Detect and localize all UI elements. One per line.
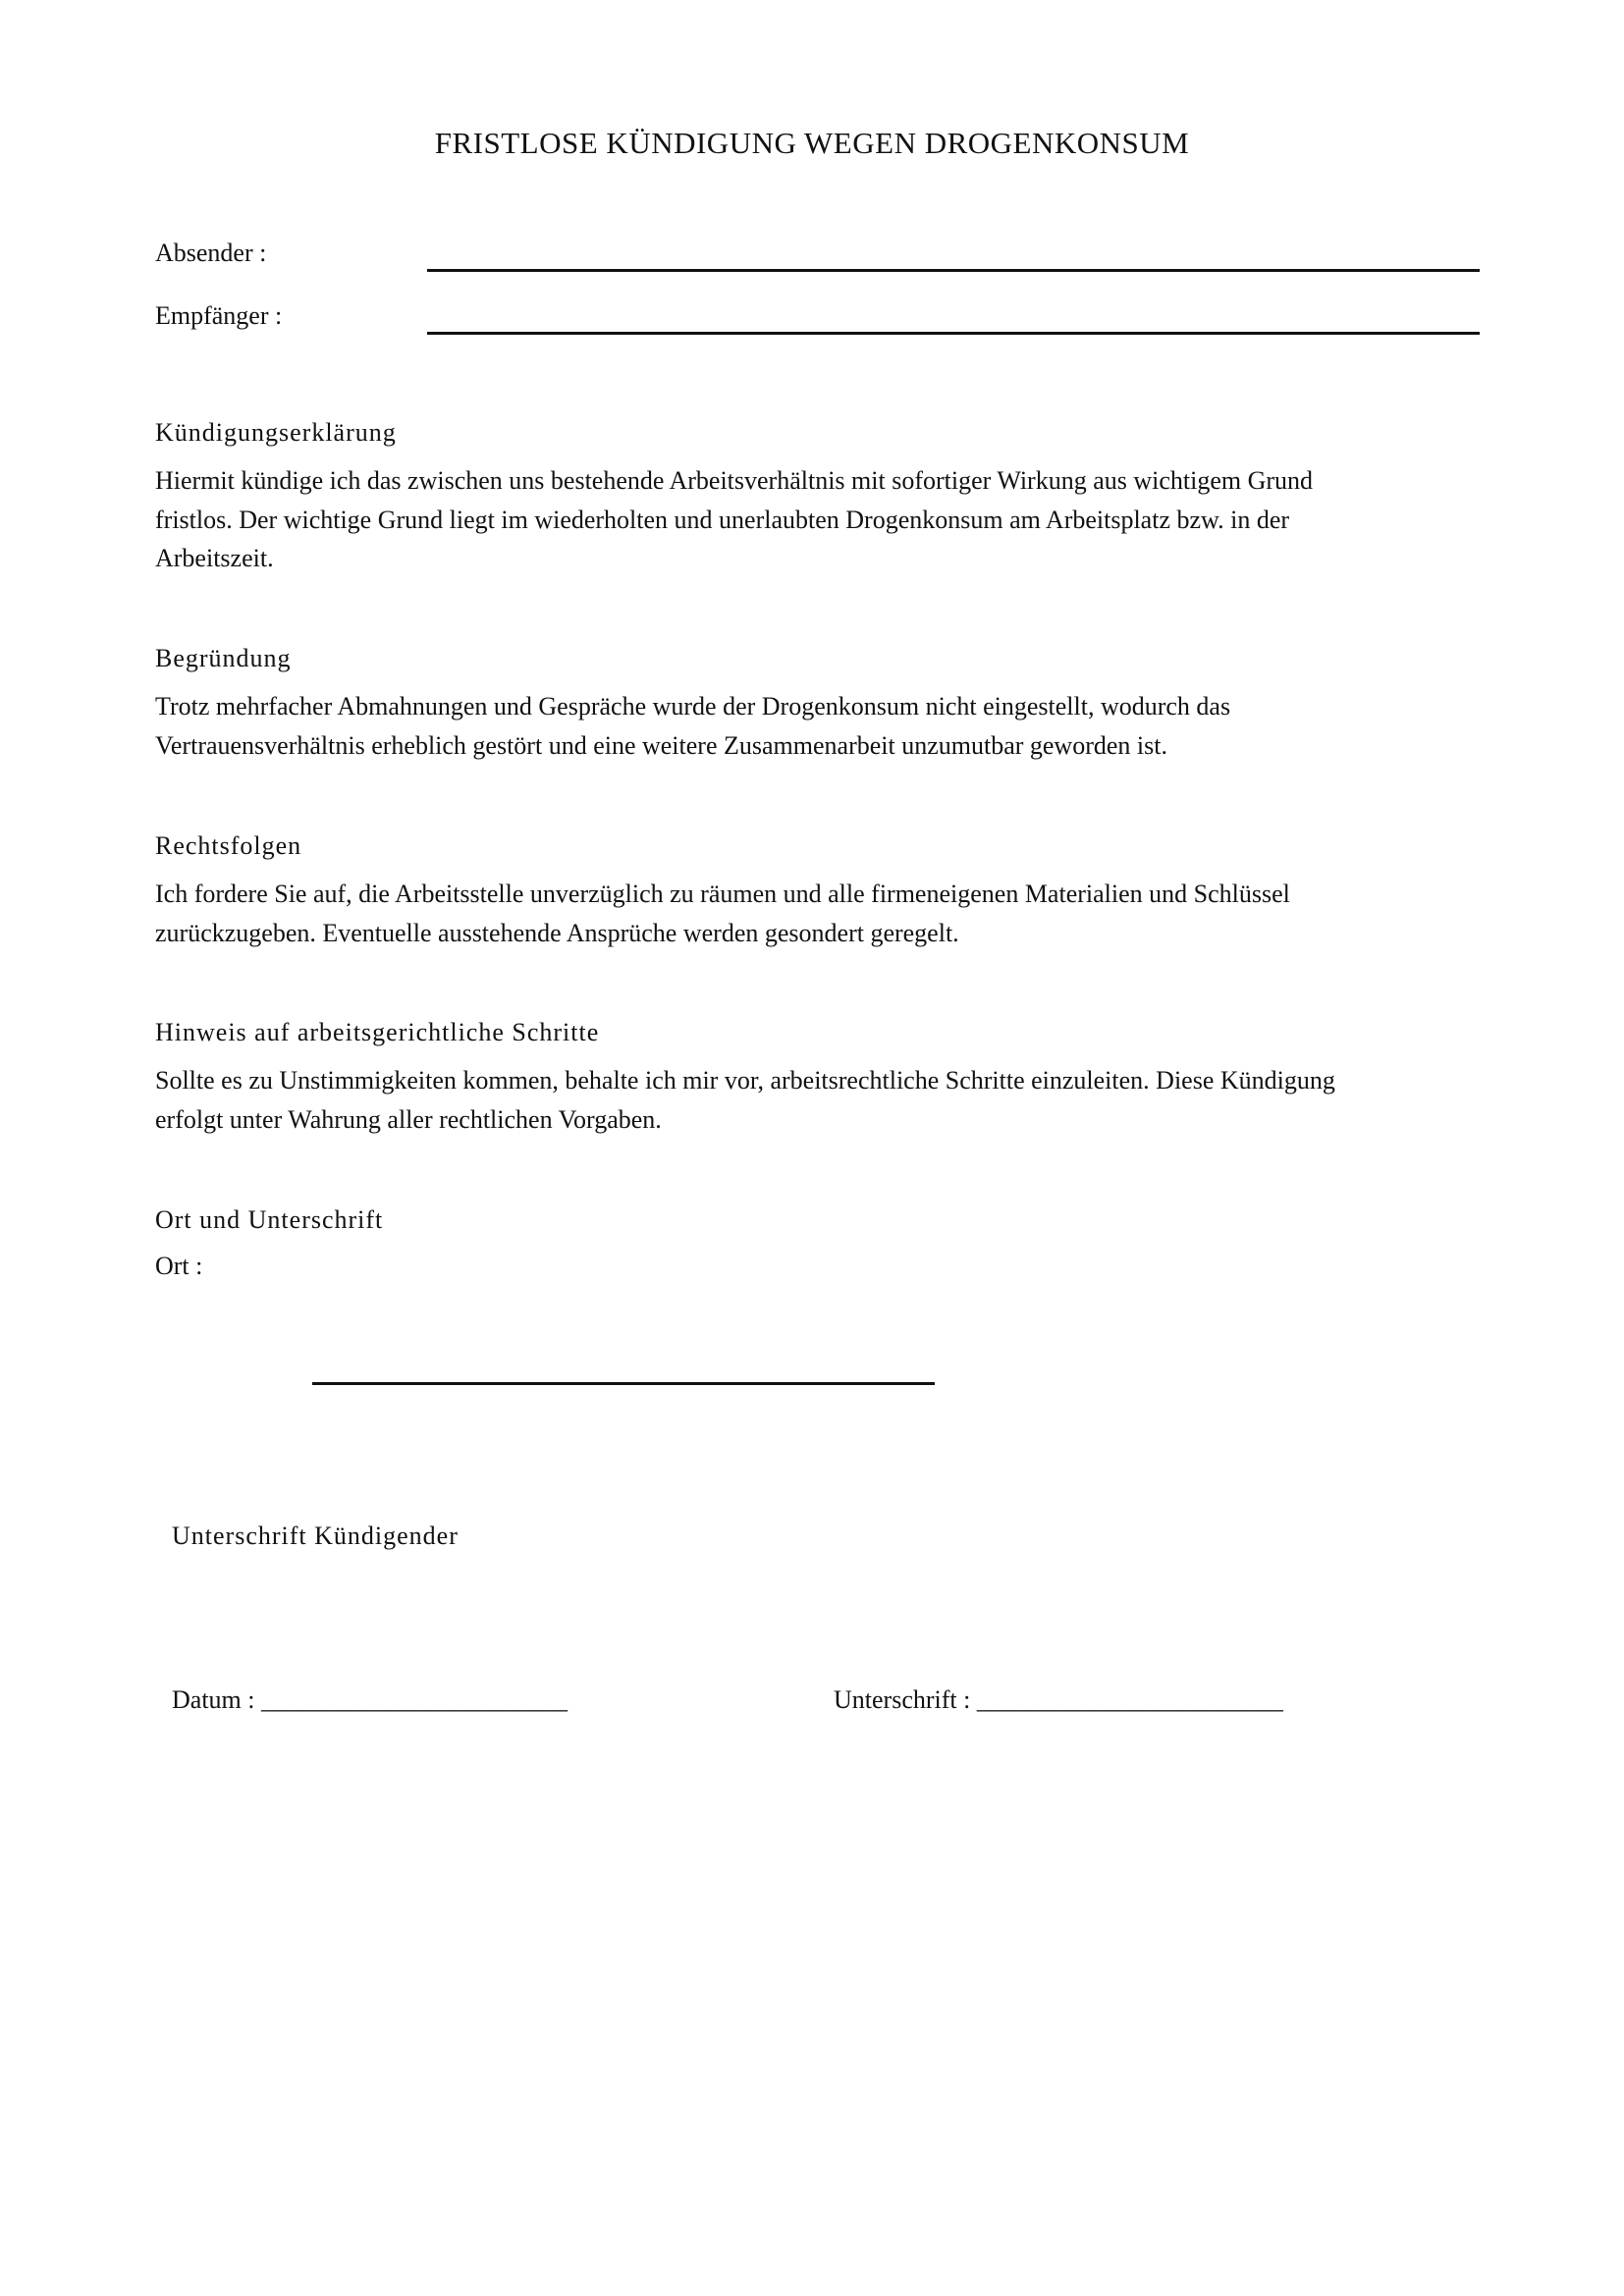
signature-caption: Unterschrift Kündigender	[172, 1522, 459, 1550]
sender-line	[427, 269, 1480, 272]
text-line: Arbeitszeit.	[155, 544, 274, 572]
text-line: Trotz mehrfacher Abmahnungen und Gespräche wurde der Drogenkonsum nicht eingestellt, wodurch das	[155, 692, 1231, 721]
signature-line	[312, 1382, 935, 1385]
section-text-kuendigungserklaerung	[155, 461, 1471, 578]
section-heading-rechtsfolgen: Rechtsfolgen	[155, 831, 302, 860]
section-heading-begruendung: Begründung	[155, 644, 292, 672]
text-line: zurückzugeben. Eventuelle ausstehende Ansprüche werden gesondert geregelt.	[155, 918, 959, 947]
text-line: Vertrauensverhältnis erheblich gestört und eine weitere Zusammenarbeit unzumutbar geworden ist.	[155, 730, 1167, 760]
section-heading-kuendigungserklaerung: Kündigungserklärung	[155, 418, 397, 447]
text-line: Hiermit kündige ich das zwischen uns bestehende Arbeitsverhältnis mit sofortiger Wirkung aus wichtigem Grund	[155, 466, 1314, 495]
document-title: FRISTLOSE KÜNDIGUNG WEGEN DROGENKONSUM	[434, 126, 1190, 160]
sender-label: Absender :	[155, 239, 267, 267]
text-line: Sollte es zu Unstimmigkeiten kommen, behalte ich mir vor, arbeitsrechtliche Schritte einzuleiten. Diese Kündigung	[155, 1066, 1335, 1095]
section-text-rechtsfolgen	[155, 875, 1471, 952]
text-line: erfolgt unter Wahrung aller rechtlichen Vorgaben.	[155, 1104, 662, 1134]
signature-field: Unterschrift : ________________________	[834, 1685, 1283, 1714]
date-field: Datum : ________________________	[172, 1685, 568, 1714]
section-heading-hinweis: Hinweis auf arbeitsgerichtliche Schritte	[155, 1018, 600, 1046]
section-text-hinweis	[155, 1061, 1471, 1139]
section-text-begruendung	[155, 687, 1471, 765]
text-line: Ich fordere Sie auf, die Arbeitsstelle unverzüglich zu räumen und alle firmeneigenen Materialien und Schlüssel	[155, 880, 1290, 908]
place-label: Ort :	[155, 1252, 203, 1280]
recipient-label: Empfänger :	[155, 301, 283, 330]
recipient-line	[427, 332, 1480, 335]
text-line: fristlos. Der wichtige Grund liegt im wiederholten und unerlaubten Drogenkonsum am Arbeitsplatz bzw. in der	[155, 505, 1290, 534]
place-signature-heading: Ort und Unterschrift	[155, 1205, 384, 1234]
